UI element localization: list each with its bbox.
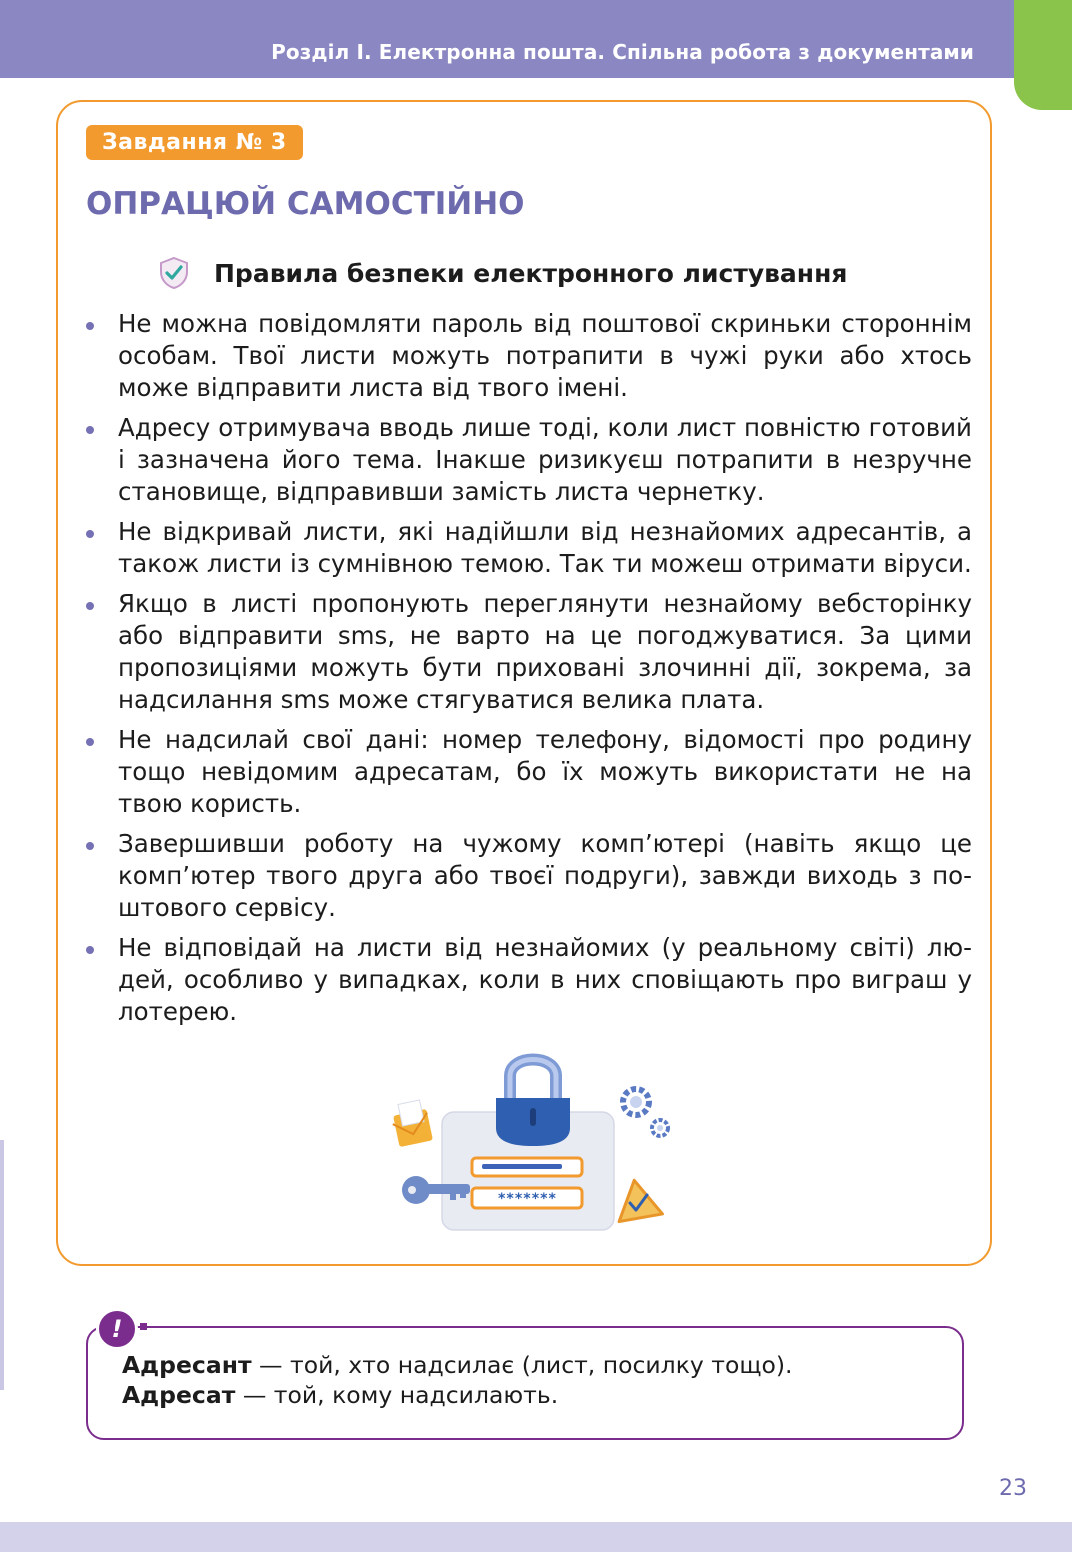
rules-list	[86, 308, 972, 1036]
warning-check-icon	[613, 1177, 663, 1222]
list-item	[86, 516, 972, 580]
rules-heading-text: Правила безпеки електронного листування	[214, 258, 848, 288]
list-item	[86, 308, 972, 404]
bullet-icon	[86, 738, 94, 746]
rule-text: Не надсилай свої дані: номер телефону, відомості про родину тощо невідомим адресатам, бо їх можуть використати не на твою користь.	[118, 725, 972, 818]
password-mask: *******	[497, 1191, 557, 1207]
list-item	[86, 724, 972, 820]
rule-text: Завершивши роботу на чужому комп’ютері (навіть якщо це комп’ютер твого друга або твоєї подруги), завжди виходь з поштового сервісу.	[118, 829, 972, 922]
security-illustration	[380, 1040, 680, 1240]
list-item	[86, 932, 972, 1028]
left-edge-strip	[0, 1140, 4, 1390]
section-title: ОПРАЦЮЙ САМОСТІЙНО	[86, 186, 525, 222]
bullet-icon	[86, 842, 94, 850]
rules-heading	[158, 256, 847, 290]
exclamation-icon: !	[96, 1308, 138, 1350]
bullet-icon	[86, 946, 94, 954]
rule-text: Не можна повідомляти пароль від поштової скриньки стороннім особам. Твої листи можуть потрапити в чужі руки або хтось може відправити листа від твого імені.	[118, 309, 972, 402]
envelope-icon	[392, 1100, 433, 1147]
definition-recipient	[122, 1381, 558, 1409]
gear-icon	[623, 1089, 668, 1136]
bullet-icon	[86, 426, 94, 434]
page-number: 23	[999, 1476, 1027, 1501]
bullet-icon	[86, 530, 94, 538]
definition-sender	[122, 1351, 793, 1379]
bullet-icon	[86, 602, 94, 610]
header-bar	[0, 0, 1016, 78]
list-item	[86, 412, 972, 508]
list-item	[86, 588, 972, 716]
rule-text: Адресу отримувача вводь лише тоді, коли лист повністю готовий і зазначена його тема. Інакше ризикуєш потрапити в незручне становище, відправивши замість листа чернетку.	[118, 413, 972, 506]
bullet-icon	[86, 322, 94, 330]
chapter-title: Розділ І. Електронна пошта. Спільна робота з документами	[271, 40, 974, 64]
shield-check-icon	[158, 256, 190, 290]
definition: — той, хто надсилає (лист, посилку тощо).	[251, 1351, 793, 1379]
rule-text: Не відповідай на листи від незнайомих (у реальному світі) людей, особливо у випадках, коли в них сповіщають про виграш у лотерею.	[118, 933, 972, 1026]
definition: — той, кому надсилають.	[235, 1381, 559, 1409]
term: Адресат	[122, 1381, 236, 1409]
rule-text: Не відкривай листи, які надійшли від незнайомих адресантів, а також листи із сумнівною темою. Так ти можеш отримати віруси.	[118, 517, 972, 578]
rule-text: Якщо в листі пропонують переглянути незнайому вебсторінку або відправити sms, не варто на це погоджуватися. За цими пропозиціями можуть бути приховані злочинні дії, зокрема, за надсилання sms може стягуватися велика плата.	[118, 589, 972, 714]
list-item	[86, 828, 972, 924]
note-mark-connector	[140, 1323, 147, 1330]
chapter-tab	[1014, 0, 1072, 110]
footer-bar	[0, 1522, 1072, 1552]
term: Адресант	[122, 1351, 252, 1379]
task-badge: Завдання № 3	[86, 125, 303, 160]
